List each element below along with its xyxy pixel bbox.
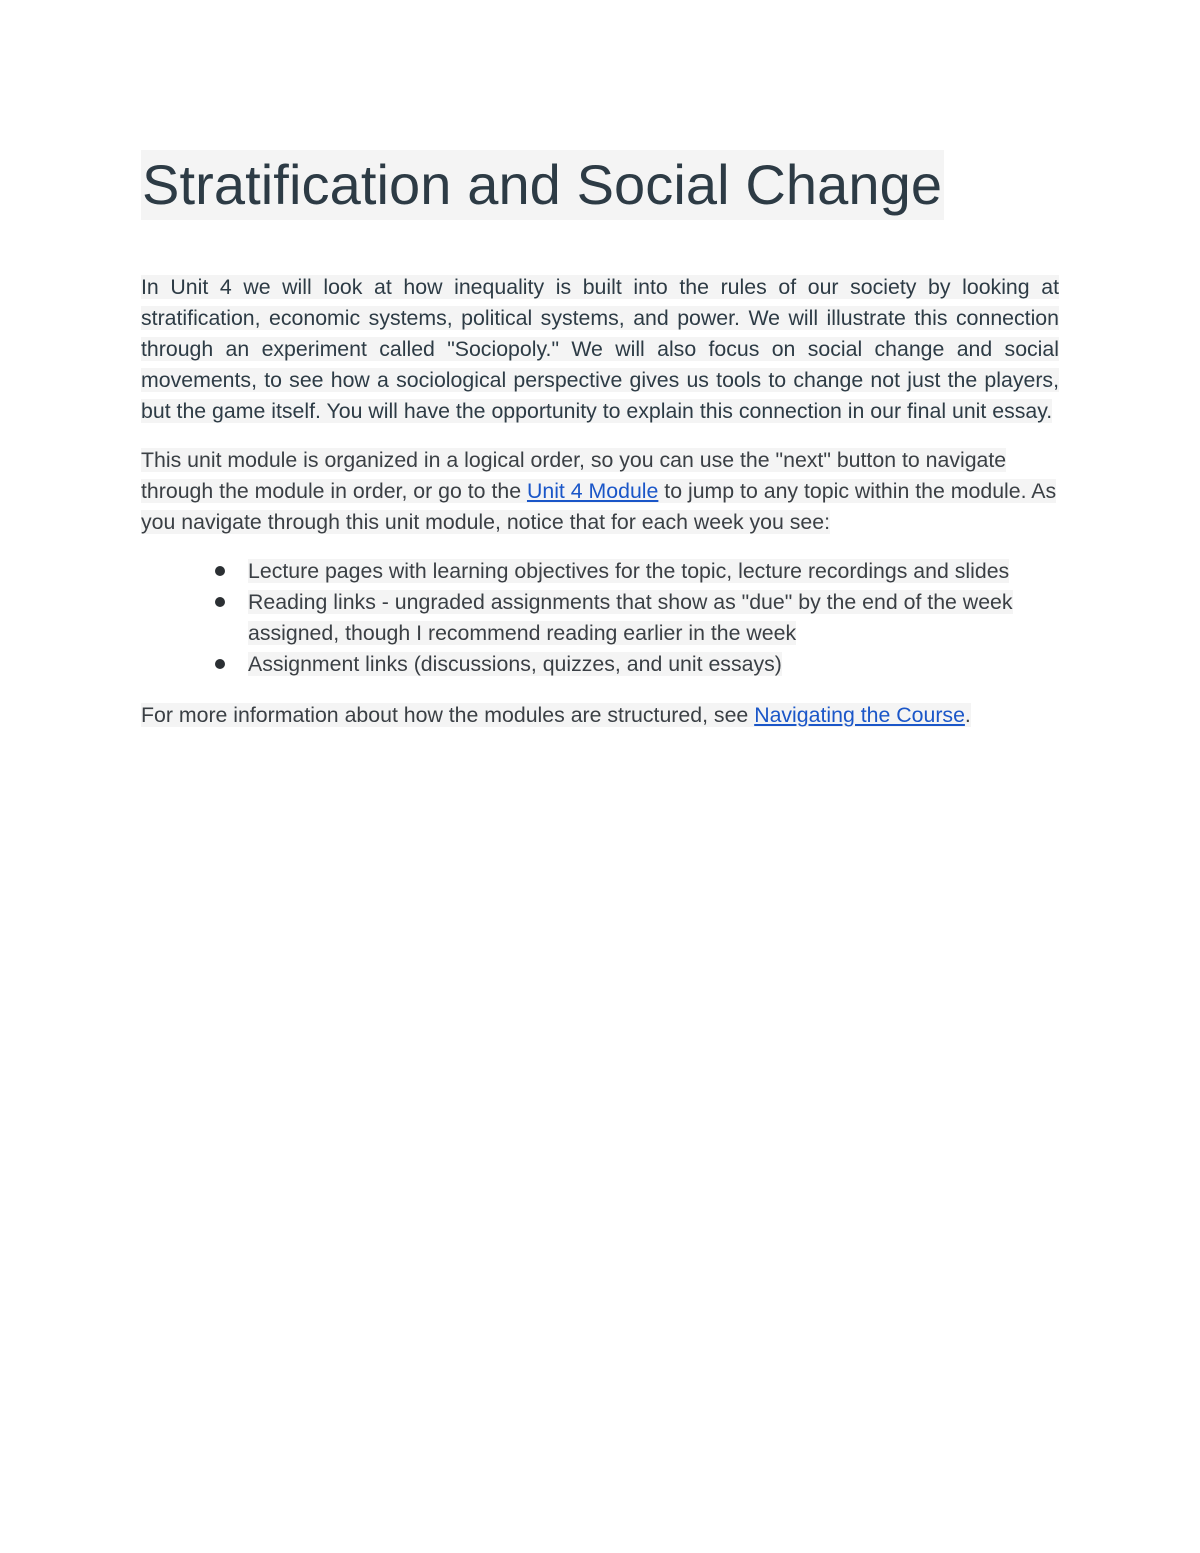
list-item-text: Assignment links (discussions, quizzes, and unit essays) (248, 652, 782, 676)
module-paragraph-before-link: This unit module is organized in a logical order, so you can use the "next" button to navigate through the module in order, or go to the (141, 448, 1007, 503)
intro-paragraph (141, 272, 1059, 427)
document-page (141, 150, 1059, 731)
module-paragraph-text (141, 448, 1056, 534)
list-item (248, 587, 1038, 649)
page-title: Stratification and Social Change (141, 150, 944, 220)
footer-paragraph-before-link: For more information about how the modules are structured, see (141, 703, 755, 727)
footer-paragraph (141, 700, 1059, 731)
list-item (248, 649, 1038, 680)
bullet-icon (215, 597, 225, 607)
list-item (248, 556, 1038, 587)
intro-paragraph-text: In Unit 4 we will look at how inequality is built into the rules of our society by looking at stratification, economic systems, political systems, and power. We will illustrate this connection through an experiment called "Sociopoly." We will also focus on social change and social movements, to see how a sociological perspective gives us tools to change not just the players, but the game itself. You will have the opportunity to explain this connection in our final unit essay. (141, 275, 1059, 423)
unit-4-module-link[interactable]: Unit 4 Module (526, 479, 659, 503)
list-item-text: Lecture pages with learning objectives for the topic, lecture recordings and slides (248, 559, 1010, 583)
week-contents-list (141, 556, 1059, 680)
module-paragraph-after-link: to jump to any topic within the module. As you navigate through this unit module, notice that for each week you see: (141, 479, 1057, 534)
list-item-text: Reading links - ungraded assignments that show as "due" by the end of the week assigned, though I recommend reading earlier in the week (248, 590, 1013, 645)
navigating-the-course-link[interactable]: Navigating the Course (754, 703, 965, 727)
bullet-icon (215, 566, 225, 576)
module-paragraph (141, 445, 1059, 538)
footer-paragraph-after-link: . (964, 703, 971, 727)
footer-paragraph-text (141, 703, 971, 727)
bullet-icon (215, 659, 225, 669)
